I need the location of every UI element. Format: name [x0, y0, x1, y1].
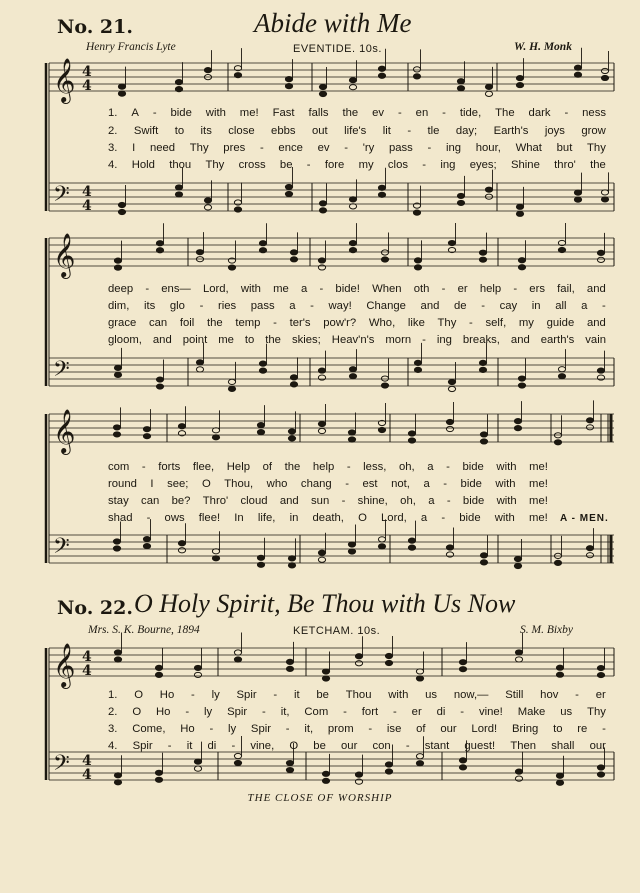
hymn-22-lyric-line: 1. O Ho - ly Spir - it be Thou with us now,— Still hov - er [108, 689, 606, 701]
hymn-21-lyric-line: 3. I need Thy pres - ence ev - 'ry pass - ing hour, What but Thy [108, 142, 606, 154]
hymn-21-lyric-line: 4. Hold thou Thy cross be - fore my clos - ing eyes; Shine thro' the [108, 159, 606, 171]
svg-text:4: 4 [82, 663, 92, 679]
svg-text:4: 4 [82, 649, 92, 665]
svg-text:𝄞: 𝄞 [53, 409, 76, 453]
hymn-21-lyric-line: gloom, and point me to the skies; Heav'n's morn - ing breaks, and earth's vain [108, 334, 606, 346]
page-footer: THE CLOSE OF WORSHIP [247, 792, 393, 804]
hymn-22-lyric-line: 3. Come, Ho - ly Spir - it, prom - ise of our Lord! Bring to re - [108, 723, 606, 735]
hymn-21-lyric-line: 1. A - bide with me! Fast falls the ev - en - tide, The dark - ness [108, 107, 606, 119]
hymn-21-title: Abide with Me [254, 8, 412, 38]
hymn-21-lyric-line: grace can foil the temp - ter's pow'r? Who, like Thy - self, my guide and [108, 317, 606, 329]
hymn-22-tune: KETCHAM. 10s. [293, 625, 381, 637]
hymn-22-author: Mrs. S. K. Bourne, 1894 [88, 624, 200, 636]
hymn-21-composer: W. H. Monk [514, 41, 572, 53]
hymn-21-number: No. 21. [57, 16, 133, 38]
svg-text:𝄢: 𝄢 [53, 357, 70, 387]
svg-text:𝄢: 𝄢 [53, 534, 70, 564]
hymn-21-lyric-line: stay can be? Thro' cloud and sun - shine, oh, a - bide with me! [108, 495, 548, 507]
svg-text:𝄞: 𝄞 [53, 643, 76, 687]
hymn-22-title: O Holy Spirit, Be Thou with Us Now [134, 589, 516, 618]
hymn-21-lyric-line: round I see; O Thou, who chang - est not, a - bide with me! [108, 478, 548, 490]
amen-label: A - MEN. [560, 513, 609, 524]
svg-text:4: 4 [82, 753, 92, 769]
hymn-22-lyric-line: 2. O Ho - ly Spir - it, Com - fort - er di - vine! Make us Thy [108, 706, 606, 718]
svg-text:𝄞: 𝄞 [53, 233, 76, 277]
hymn-22-number: No. 22. [57, 597, 133, 619]
svg-text:4: 4 [82, 78, 92, 94]
svg-text:4: 4 [82, 64, 92, 80]
hymn-21-tune: EVENTIDE. 10s. [293, 43, 382, 55]
hymn-21-lyric-line: 2. Swift to its close ebbs out life's lit - tle day; Earth's joys grow [108, 125, 606, 137]
svg-text:𝄢: 𝄢 [53, 751, 70, 781]
hymn-22-lyric-line: 4. Spir - it di - vine, O be our con - stant guest! Then shall our [108, 740, 606, 752]
hymn-22-composer: S. M. Bixby [520, 624, 574, 636]
svg-text:4: 4 [82, 767, 92, 783]
svg-text:4: 4 [82, 184, 92, 200]
hymn-21-lyric-line: deep - ens— Lord, with me a - bide! When oth - er help - ers fail, and [108, 283, 606, 295]
hymn-21-lyric-line: dim, its glo - ries pass a - way! Change and de - cay in all a - [108, 300, 606, 312]
hymn-21-lyric-line: com - forts flee, Help of the help - less, oh, a - bide with me! [108, 461, 548, 473]
svg-text:𝄢: 𝄢 [53, 182, 70, 212]
svg-text:𝄞: 𝄞 [53, 58, 76, 102]
hymn-21-lyric-line: shad - ows flee! In life, in death, O Lord, a - bide with me! [108, 512, 548, 524]
hymn-21-author: Henry Francis Lyte [86, 41, 176, 53]
svg-text:4: 4 [82, 198, 92, 214]
